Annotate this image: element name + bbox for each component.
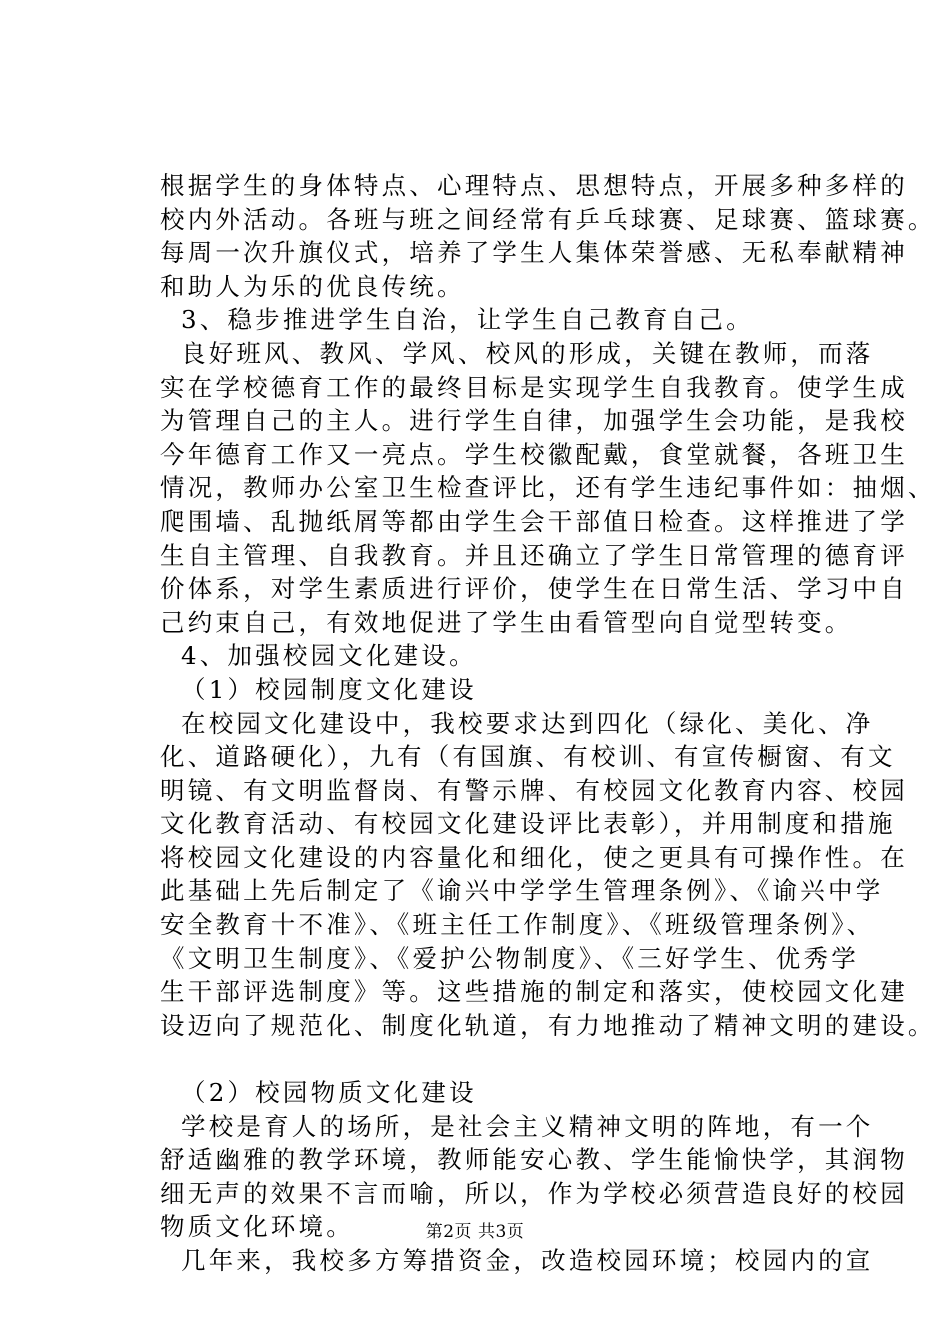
- text-line: 根据学生的身体特点、心理特点、思想特点，开展多种多样的: [160, 171, 908, 200]
- text-line: 每周一次升旗仪式，培养了学生人集体荣誉感、无私奉献精神: [160, 238, 908, 268]
- text-line: （2）校园物质文化建设: [181, 1078, 477, 1108]
- text-line: 《文明卫生制度》、《爱护公物制度》、《三好学生、优秀学: [160, 943, 859, 973]
- text-line: 学校是育人的场所，是社会主义精神文明的阵地，有一个: [181, 1111, 874, 1141]
- text-line: 将校园文化建设的内容量化和细化，使之更具有可操作性。在: [160, 842, 908, 872]
- text-line: 设迈向了规范化、制度化轨道，有力地推动了精神文明的建设。: [160, 1010, 936, 1040]
- text-line: （1）校园制度文化建设: [181, 674, 477, 704]
- text-line: 4、加强校园文化建设。: [181, 641, 477, 671]
- text-line: 舒适幽雅的教学环境，教师能安心教、学生能愉快学，其润物: [160, 1145, 908, 1175]
- text-line: 良好班风、教风、学风、校风的形成，关键在教师，而落: [181, 338, 874, 368]
- text-line: 价体系，对学生素质进行评价，使学生在日常生活、学习中自: [160, 574, 908, 604]
- text-line: 生干部评选制度》等。这些措施的制定和落实，使校园文化建: [160, 977, 908, 1007]
- document-body: [160, 169, 936, 1278]
- text-line: 3、稳步推进学生自治，让学生自己教育自己。: [181, 305, 754, 335]
- text-line: 生自主管理、自我教育。并且还确立了学生日常管理的德育评: [160, 540, 908, 570]
- blank-line: [160, 1042, 860, 1076]
- text-line: 安全教育十不准》、《班主任工作制度》、《班级管理条例》、: [160, 910, 875, 940]
- text-line: 和助人为乐的优良传统。: [160, 271, 465, 301]
- text-line: 己约束自己，有效地促进了学生由看管型向自觉型转变。: [160, 607, 853, 637]
- text-line: 为管理自己的主人。进行学生自律，加强学生会功能，是我校: [160, 406, 908, 436]
- text-line: 情况，教师办公室卫生检查评比，还有学生违纪事件如：抽烟、: [160, 473, 936, 503]
- page-number-footer: 第2页 共3页: [425, 1222, 525, 1242]
- text-line: 校内外活动。各班与班之间经常有乒乓球赛、足球赛、篮球赛。: [160, 204, 936, 234]
- text-line: 文化教育活动、有校园文化建设评比表彰），并用制度和措施: [160, 809, 896, 839]
- text-line: 在校园文化建设中，我校要求达到四化（绿化、美化、净: [181, 708, 874, 738]
- text-line: 爬围墙、乱抛纸屑等都由学生会干部值日检查。这样推进了学: [160, 506, 908, 536]
- text-line: 物质文化环境。: [160, 1212, 354, 1242]
- text-line: 几年来，我校多方筹措资金，改造校园环境；校园内的宣: [181, 1246, 874, 1275]
- text-line: 今年德育工作又一亮点。学生校徽配戴，食堂就餐，各班卫生: [160, 439, 908, 469]
- text-line: 化、道路硬化），九有（有国旗、有校训、有宣传橱窗、有文: [160, 742, 896, 772]
- text-line: 细无声的效果不言而喻，所以，作为学校必须营造良好的校园: [160, 1178, 908, 1208]
- text-line: 明镜、有文明监督岗、有警示牌、有校园文化教育内容、校园: [160, 775, 908, 805]
- text-line: 此基础上先后制定了《谕兴中学学生管理条例》、《谕兴中学: [160, 876, 884, 906]
- text-line: 实在学校德育工作的最终目标是实现学生自我教育。使学生成: [160, 372, 908, 402]
